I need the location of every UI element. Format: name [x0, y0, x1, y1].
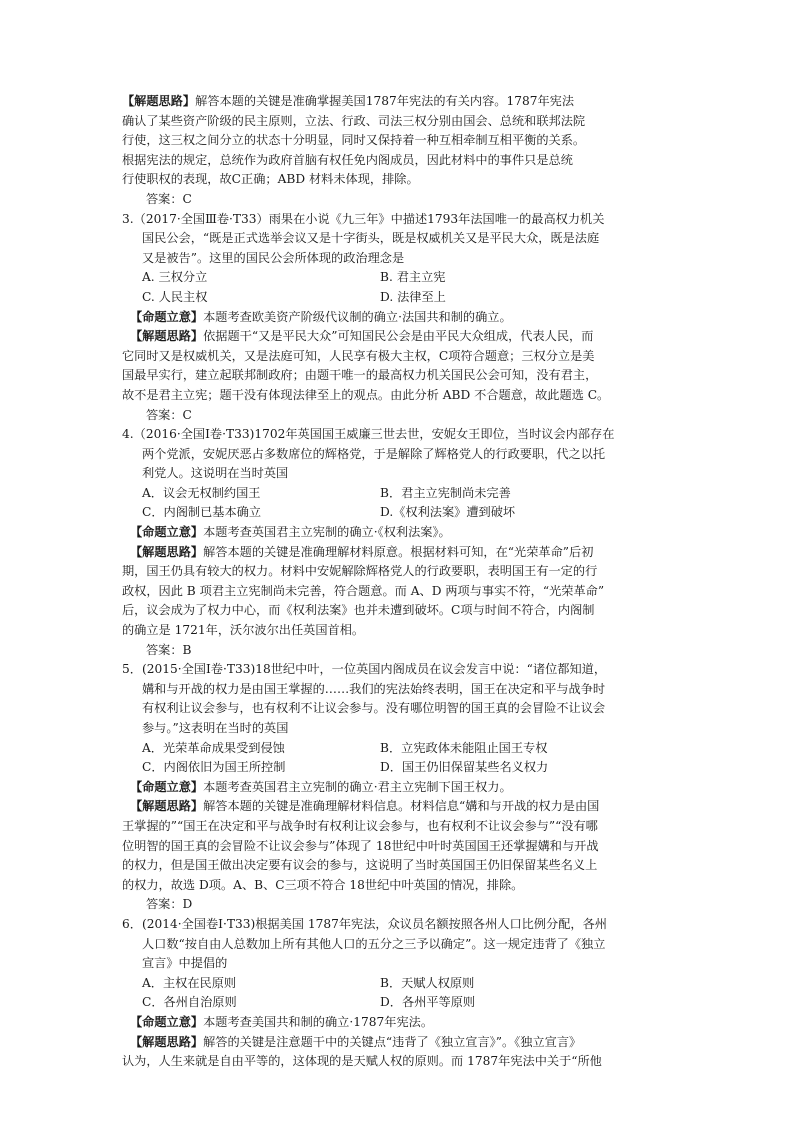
q3-stem: 3.（2017·全国Ⅲ卷·T33）雨果在小说《九三年》中描述1793年法国唯一的最高权力机关 [122, 211, 605, 226]
intent-label: 【命题立意】 [130, 779, 204, 794]
option-d: D．各州平等原则 [380, 995, 476, 1010]
q4-answer: 答案：B [146, 642, 192, 657]
q4-stem: 4.（2016·全国Ⅰ卷·T33)1702年英国国王威廉三世去世，安妮女王即位，当时议会内部存在 [122, 427, 615, 442]
q6-options-row [122, 993, 678, 1013]
q4-analysis-line [122, 543, 678, 563]
option-b: B．君主立宪制尚未完善 [380, 485, 511, 500]
q5-analysis-line: 王掌握的”“国王在决定和平与战争时有权利让议会参与，也有权利不让议会参与”“没有哪 [122, 818, 598, 833]
analysis-text: 解答本题的关键是准确理解材料信息。材料信息“媾和与开战的权力是由国 [203, 799, 600, 814]
option-c: C. 人民主权 [142, 289, 208, 304]
q4-stem: 利党人。这说明在当时英国 [142, 466, 289, 481]
q5-stem: 5．(2015·全国Ⅰ卷·T33)18世纪中叶，一位英国内阁成员在议会发言中说：“诸位都知道， [122, 662, 607, 677]
intent-label: 【命题立意】 [130, 525, 204, 540]
option-c: C．内阁制已基本确立 [142, 505, 262, 520]
intent-label: 【命题立意】 [130, 309, 204, 324]
analysis-text: 依据题干“又是平民大众”可知国民公会是由平民大众组成，代表人民，而 [203, 329, 594, 344]
q3-answer: 答案：C [146, 407, 192, 422]
q4-analysis-line: 后，议会成为了权力中心，而《权利法案》也并未遭到破坏。C项与时间不符合，内阁制 [122, 603, 595, 618]
q3-analysis-line: 国最早实行，建立起联邦制政府；由题干唯一的最高权力机关国民公会可知，没有君主， [122, 368, 598, 383]
option-a: A．光荣革命成果受到侵蚀 [142, 740, 285, 755]
q2-analysis-line: 确认了某些资产阶级的民主原则，立法、行政、司法三权分别由国会、总统和联邦法院 [122, 113, 586, 128]
q3-stem: 国民公会，“既是正式选举会议又是十字街头，既是权威机关又是平民大众，既是法庭 [142, 231, 600, 246]
q2-analysis-line: 根据宪法的规定，总统作为政府首脑有权任免内阁成员，因此材料中的事件只是总统 [122, 152, 573, 167]
q6-options-row [122, 974, 678, 994]
q3-options-row [122, 288, 678, 308]
option-b: B．天赋人权原则 [380, 975, 475, 990]
q5-stem: 有权利让议会参与，也有权利不让议会参与。没有哪位明智的国王真的会冒险不让议会 [142, 701, 606, 716]
q6-stem: 6．(2014·全国卷Ⅰ·T33)根据美国 1787年宪法，众议员名额按照各州人口比例分配，各州 [122, 916, 607, 931]
q4-options-row [122, 503, 678, 523]
analysis-text: 解答的关键是注意题干中的关键点“违背了《独立宣言》”。《独立宣言》 [203, 1034, 582, 1049]
intent-text: 本题考查美国共和制的确立·1787年宪法。 [203, 1014, 434, 1029]
q5-analysis-line: 位明智的国王真的会冒险不让议会参与”体现了 18世纪中叶时英国国王还掌握媾和与开战 [122, 838, 599, 853]
analysis-label: 【解题思路】 [130, 1034, 204, 1049]
intent-text: 本题考查欧美资产阶级代议制的确立·法国共和制的确立。 [203, 309, 512, 324]
q4-analysis-line: 的确立是 1721年，沃尔波尔出任英国首相。 [122, 623, 365, 638]
q4-analysis-line: 政权，因此 B 项君主立宪制尚未完善，符合题意。而 A、D 两项与事实不符，“光荣革命” [122, 583, 605, 598]
q5-analysis-line: 的权力，故选 D项。A、B、C三项不符合 18世纪中叶英国的情况，排除。 [122, 877, 524, 892]
analysis-label: 【解题思路】 [130, 329, 204, 344]
option-a: A．议会无权制约国王 [142, 485, 261, 500]
analysis-text: 解答本题的关键是准确掌握美国1787年宪法的有关内容。1787年宪法 [195, 94, 575, 108]
analysis-label: 【解题思路】 [122, 94, 196, 108]
q2-answer: 答案：C [146, 191, 192, 206]
q6-intent [122, 1013, 678, 1033]
q3-analysis-line: 它同时又是权威机关，又是法庭可知，人民享有极大主权，C项符合题意；三权分立是美 [122, 348, 595, 363]
q3-options-row [122, 268, 678, 288]
intent-text: 本题考查英国君主立宪制的确立·《权利法案》。 [203, 525, 451, 540]
q2-analysis-line: 行使，这三权之间分立的状态十分明显，同时又保持着一种互相牵制互相平衡的关系。 [122, 133, 586, 148]
q2-analysis-line: 行使职权的表现，故C正确；ABD 材料未体现，排除。 [122, 172, 419, 187]
q3-analysis-line [122, 327, 678, 347]
analysis-label: 【解题思路】 [130, 799, 204, 814]
option-d: D. 法律至上 [380, 289, 446, 304]
q4-intent [122, 523, 678, 543]
q3-intent [122, 308, 678, 328]
q5-options-row [122, 739, 678, 759]
q6-analysis-line [122, 1033, 678, 1053]
q5-options-row [122, 758, 678, 778]
q5-stem: 参与。”这表明在当时的英国 [142, 721, 289, 735]
option-c: C．各州自治原则 [142, 995, 237, 1010]
option-a: A. 三权分立 [142, 270, 208, 285]
q5-intent [122, 778, 678, 798]
q5-answer: 答案：D [146, 897, 193, 912]
q5-analysis-line: 的权力，但是国王做出决定要有议会的参与，这说明了当时英国国王仍旧保留某些名义上 [122, 858, 598, 873]
q3-stem: 又是被告”。这里的国民公会所体现的政治理念是 [142, 250, 405, 265]
q5-stem: 媾和与开战的权力是由国王掌握的……我们的宪法始终表明，国王在决定和平与战争时 [142, 681, 606, 696]
q2-analysis-line [122, 92, 678, 112]
intent-text: 本题考查英国君主立宪制的确立·君主立宪制下国王权力。 [203, 779, 512, 794]
option-b: B．立宪政体未能阻止国王专权 [380, 740, 548, 755]
q6-analysis-line: 认为，人生来就是自由平等的，这体现的是天赋人权的原则。而 1787年宪法中关于“所他 [122, 1054, 602, 1069]
q5-analysis-line [122, 797, 678, 817]
intent-label: 【命题立意】 [130, 1014, 204, 1029]
q4-stem: 两个党派，安妮厌恶占多数席位的辉格党，于是解除了辉格党人的行政要职，代之以托 [142, 446, 606, 461]
analysis-text: 解答本题的关键是准确理解材料原意。根据材料可知，在“光荣革命”后初 [203, 544, 594, 559]
analysis-label: 【解题思路】 [130, 544, 204, 559]
option-d: D.《权利法案》遭到破坏 [380, 505, 516, 520]
option-c: C．内阁依旧为国王所控制 [142, 760, 286, 775]
q6-stem: 人口数“按自由人总数加上所有其他人口的五分之三予以确定”。这一规定违背了《独立 [142, 936, 606, 951]
q4-analysis-line: 期，国王仍具有较大的权力。材料中安妮解除辉格党人的行政要职，表明国王有一定的行 [122, 564, 598, 579]
option-d: D．国王仍旧保留某些名义权力 [380, 760, 549, 775]
option-a: A．主权在民原则 [142, 975, 237, 990]
option-b: B. 君主立宪 [380, 270, 446, 285]
q6-stem: 宣言》中提倡的 [142, 956, 228, 971]
q3-analysis-line: 故不是君主立宪；题干没有体现法律至上的观点。由此分析 ABD 不合题意，故此题选 C。 [122, 387, 610, 402]
document-page [122, 92, 678, 1072]
q4-options-row [122, 484, 678, 504]
